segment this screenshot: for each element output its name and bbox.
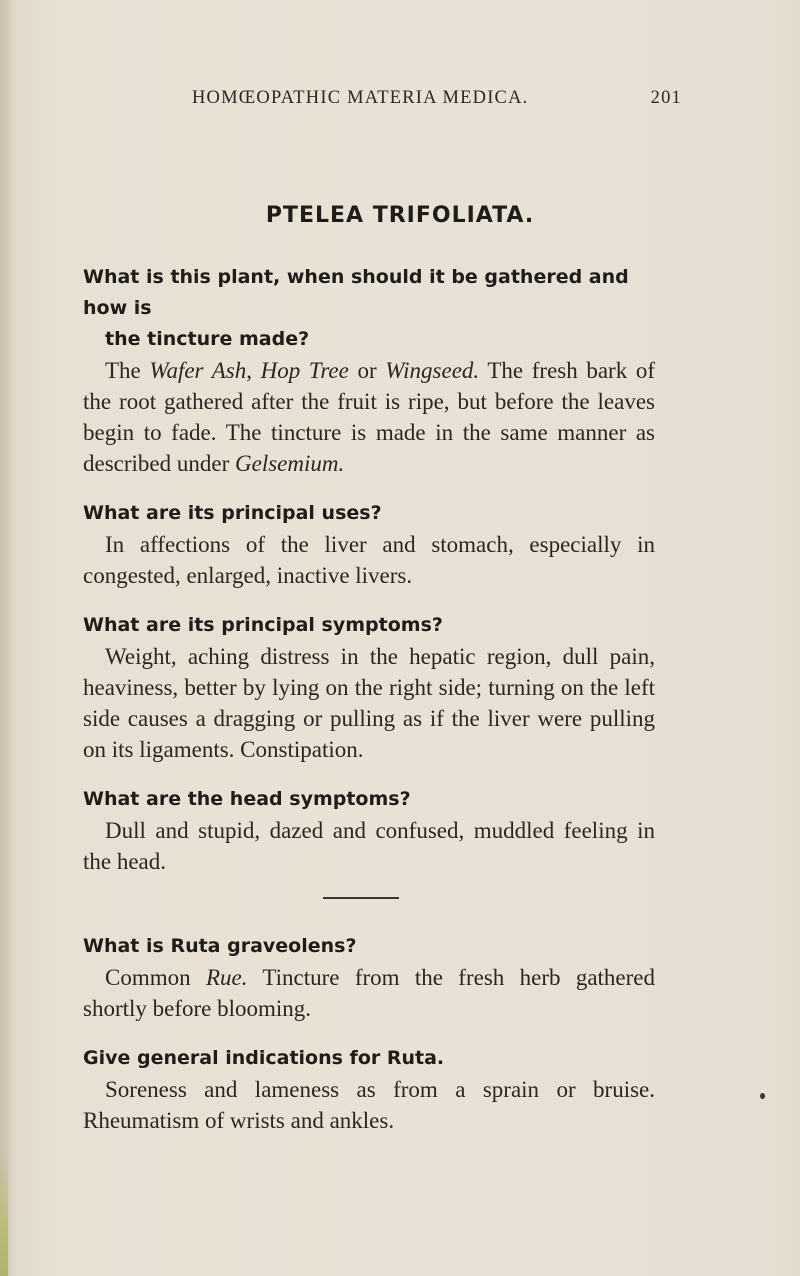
answer-4: Dull and stupid, dazed and confused, muddled feeling in the head. [83,818,655,874]
answer-1-sep-1: , [246,358,261,383]
answer-1-sep-2: or [348,358,386,383]
article-title: PTELEA TRIFOLIATA. [265,203,535,228]
gutter-shadow [0,0,14,1276]
page-edge-stain [0,1150,8,1276]
answer-1-name-wafer-ash: Wafer Ash [149,358,247,383]
answer-3: Weight, aching distress in the hepatic region, dull pain, heaviness, better by lying on the right side; turning on the left side causes a dragging or pulling as if the liver were pulling on its ligaments. Constipation. [83,644,655,762]
page-number: 201 [650,88,682,108]
answer-5-name-rue: Rue. [205,965,248,990]
question-4: What are the head symptoms? [83,788,411,810]
question-1-line-2: the tincture made? [105,328,310,350]
divider-rule [323,897,399,899]
article-body [83,262,655,1136]
answer-5-body: Tincture from the fresh herb gathered shortly before blooming. [83,965,656,1021]
question-1 [83,262,655,355]
question-1-line-1: What is this plant, when should it be gathered and how is [83,266,629,319]
running-head [192,88,682,109]
answer-1-prefix: The [105,358,150,383]
answer-5 [83,962,655,1024]
answer-2: In affections of the liver and stomach, especially in congested, enlarged, inactive livers. [83,532,655,588]
answer-1 [83,355,655,479]
running-head-title: HOMŒOPATHIC MATERIA MEDICA. [192,88,529,108]
question-2: What are its principal uses? [83,502,382,524]
question-3: What are its principal symptoms? [83,614,443,636]
answer-1-body: The fresh bark of the root gathered after the fruit is ripe, but before the leaves begin to fade. The tincture is made in the same manner as described under [83,358,655,476]
section-divider [83,877,655,931]
question-5: What is Ruta graveolens? [83,935,357,957]
ink-speck [760,1093,765,1099]
answer-1-name-wingseed: Wingseed. [385,358,480,383]
answer-1-ref-gelsemium: Gelsemium. [235,451,345,476]
answer-1-name-hop-tree: Hop Tree [260,358,349,383]
answer-6: Soreness and lameness as from a sprain or bruise. Rheumatism of wrists and ankles. [83,1077,655,1133]
question-6: Give general indications for Ruta. [83,1047,445,1069]
answer-5-prefix: Common [105,965,206,990]
